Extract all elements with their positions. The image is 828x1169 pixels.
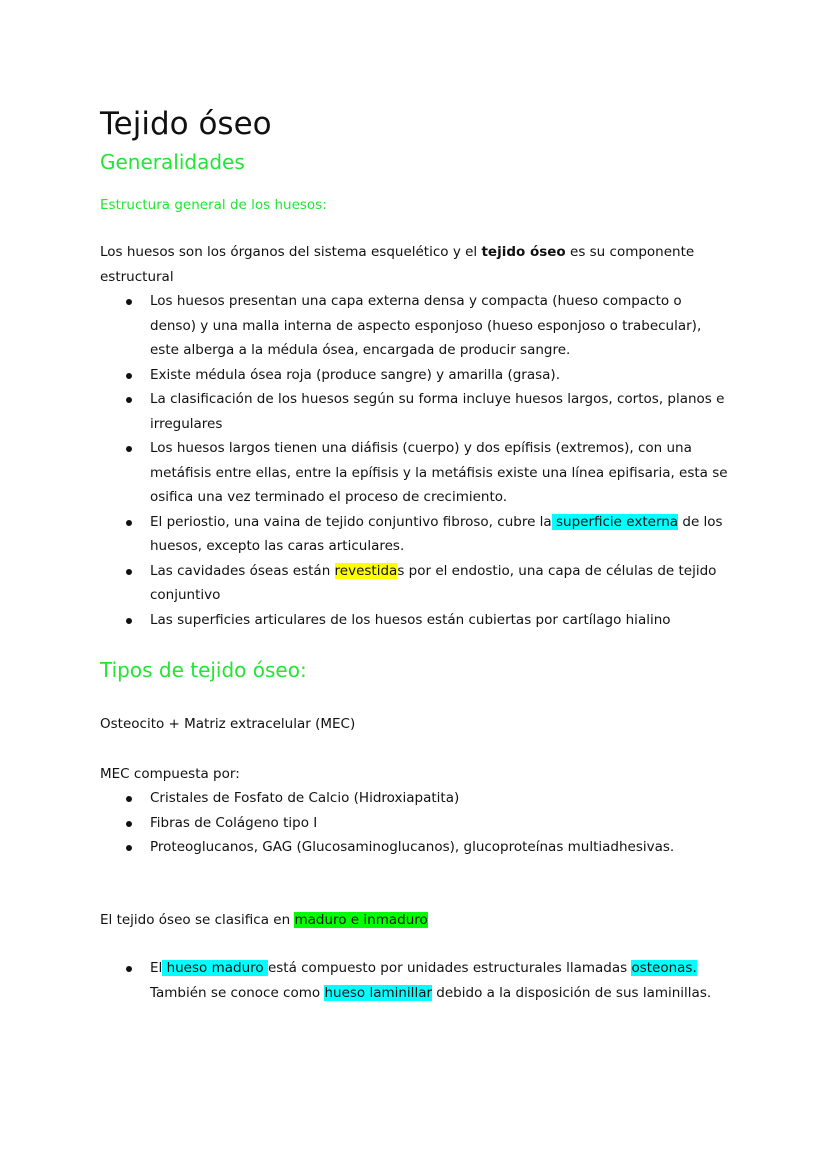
bullet-icon [126, 796, 132, 802]
list-item [150, 811, 730, 836]
intro-bold-term: tejido óseo [481, 244, 566, 260]
list-item-text: La clasificación de los huesos según su forma incluye huesos largos, cortos, planos e irregulares [150, 391, 725, 432]
highlight-revestida: revestida [334, 562, 398, 579]
list-item-text: También se conoce como [150, 984, 325, 1001]
highlight-superficie-externa: superficie externa [551, 513, 679, 530]
list-item-text: Las cavidades óseas están [150, 562, 335, 579]
list-item [150, 559, 730, 608]
bullet-icon [126, 397, 132, 403]
list-item-text: Los huesos presentan una capa externa densa y compacta (hueso compacto o denso) y una malla interna de aspecto esponjoso (hueso esponjoso o trabecular), este alberga a la médula ósea, encargada de producir sangre. [150, 293, 702, 358]
classification-text: El tejido óseo se clasifica en [100, 911, 295, 928]
list-item-text: Cristales de Fosfato de Calcio (Hidroxiapatita) [150, 790, 460, 806]
list-item [150, 363, 730, 388]
intro-text-after: es su componente estructural [100, 244, 695, 285]
document-title: Tejido óseo [100, 106, 272, 142]
list-item [150, 436, 730, 510]
osteocito-line: Osteocito + Matriz extracelular (MEC) [100, 716, 356, 732]
subheading-estructura: Estructura general de los huesos: [100, 197, 327, 213]
list-item-text: Fibras de Colágeno tipo I [150, 814, 318, 831]
list-item-text: El periostio, una vaina de tejido conjuntivo fibroso, cubre la [150, 513, 552, 530]
list-item-text: s por el endostio, una capa de células de tejido conjuntivo [150, 562, 717, 603]
document-page [100, 104, 730, 1005]
classification-line [100, 908, 730, 933]
list-item [150, 835, 730, 860]
list-item-text: Las superficies articulares de los huesos están cubiertas por cartílago hialino [150, 611, 671, 628]
list-item [150, 786, 730, 811]
list-item [150, 956, 730, 1005]
mature-list [100, 956, 730, 1005]
generalidades-list [100, 289, 730, 632]
section-heading-tipos: Tipos de tejido óseo: [100, 658, 307, 682]
highlight-osteonas: osteonas. [631, 960, 697, 976]
list-item-text: Los huesos largos tienen una diáfisis (cuerpo) y dos epífisis (extremos), con una metáfisis entre ellas, entre la epífisis y la metáfisis existe una línea epifisaria, esta se osifica una vez terminado el proceso de crecimiento. [150, 440, 728, 505]
list-item-text: Proteoglucanos, GAG (Glucosaminoglucanos), glucoproteínas multiadhesivas. [150, 839, 675, 855]
section-heading-generalidades: Generalidades [100, 150, 245, 174]
bullet-icon [126, 520, 132, 526]
bullet-icon [126, 966, 132, 972]
list-item-text: Existe médula ósea roja (produce sangre) y amarilla (grasa). [150, 366, 560, 383]
bullet-icon [126, 569, 132, 575]
intro-paragraph [100, 240, 730, 289]
bullet-icon [126, 446, 132, 452]
list-item-text: de los huesos, excepto las caras articulares. [150, 513, 723, 554]
list-item-text: debido a la disposición de sus laminillas. [432, 984, 712, 1001]
intro-text-before: Los huesos son los órganos del sistema esquelético y el [100, 244, 482, 260]
mec-list [100, 786, 730, 860]
list-item [150, 608, 730, 633]
highlight-maduro-inmaduro: maduro e inmaduro [294, 911, 428, 928]
bullet-icon [126, 618, 132, 624]
bullet-icon [126, 299, 132, 305]
bullet-icon [126, 373, 132, 379]
highlight-hueso-laminillar: hueso laminillar [324, 984, 433, 1001]
list-item [150, 289, 730, 363]
mec-label: MEC compuesta por: [100, 765, 240, 782]
bullet-icon [126, 845, 132, 851]
list-item [150, 387, 730, 436]
list-item-text: El [150, 960, 163, 976]
bullet-icon [126, 821, 132, 827]
list-item [150, 510, 730, 559]
list-item-text: está compuesto por unidades estructurales llamadas [267, 960, 632, 976]
highlight-hueso-maduro: hueso maduro [162, 960, 268, 976]
